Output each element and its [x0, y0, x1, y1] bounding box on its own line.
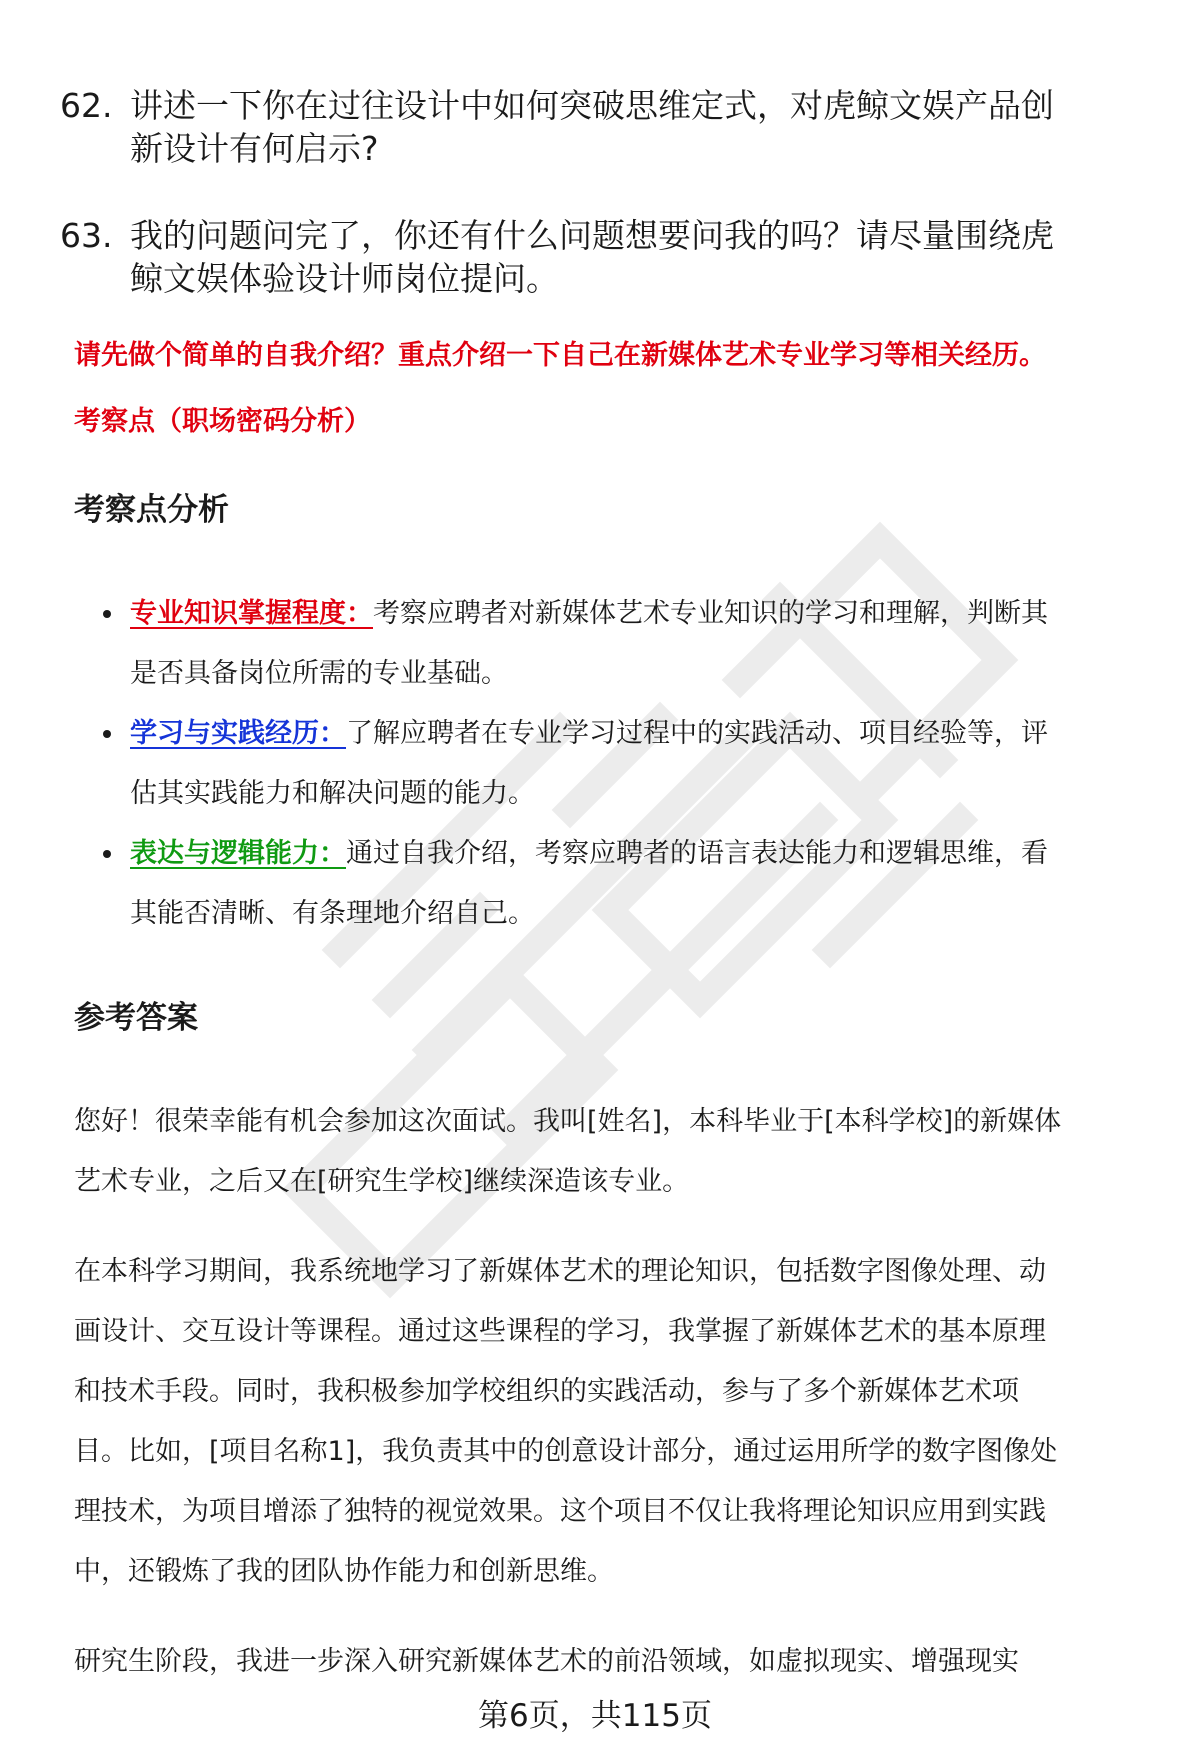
bullet-dot-icon: [103, 850, 111, 858]
analysis-bullet-list: [96, 584, 1156, 944]
analysis-heading: 考察点分析: [74, 492, 229, 528]
bullet-keyword: 专业知识掌握程度：: [130, 598, 373, 629]
answer-paragraph: 研究生阶段，我进一步深入研究新媒体艺术的前沿领域，如虚拟现实、增强现实: [74, 1646, 1019, 1677]
list-item: 表达与逻辑能力：通过自我介绍，考察应聘者的语言表达能力和逻辑思维，看 其能否清晰、有条理地介绍自己。: [96, 824, 1156, 944]
page-number-footer: 第6页，共115页: [478, 1698, 712, 1734]
bullet-dot-icon: [103, 610, 111, 618]
bullet-keyword: 表达与逻辑能力：: [130, 838, 346, 869]
section-question-title: 请先做个简单的自我介绍？重点介绍一下自己在新媒体艺术专业学习等相关经历。: [74, 340, 1046, 371]
answer-heading: 参考答案: [74, 1000, 198, 1036]
bullet-keyword: 学习与实践经历：: [130, 718, 346, 749]
answer-paragraph: 您好！很荣幸能有机会参加这次面试。我叫[姓名]，本科毕业于[本科学校]的新媒体 艺术专业，之后又在[研究生学校]继续深造该专业。: [74, 1106, 1062, 1197]
question-number: 63.: [60, 216, 113, 255]
list-item: 专业知识掌握程度：考察应聘者对新媒体艺术专业知识的学习和理解，判断其 是否具备岗位所需的专业基础。: [96, 584, 1156, 704]
section-subtitle: 考察点（职场密码分析）: [74, 406, 371, 437]
bullet-dot-icon: [103, 730, 111, 738]
list-item: 学习与实践经历：了解应聘者在专业学习过程中的实践活动、项目经验等，评 估其实践能力和解决问题的能力。: [96, 704, 1156, 824]
question-text: 我的问题问完了，你还有什么问题想要问我的吗？请尽量围绕虎 鲸文娱体验设计师岗位提问。: [130, 216, 1054, 298]
answer-paragraph: 在本科学习期间，我系统地学习了新媒体艺术的理论知识，包括数字图像处理、动 画设计、交互设计等课程。通过这些课程的学习，我掌握了新媒体艺术的基本原理 和技术手段。同时，我积极参加学校组织的实践活动，参与了多个新媒体艺术项 目。比如，[项目名称1]，我负责其中的创意设计部分，通过运用所学的数字图像处 理技术，为项目增添了独特的视觉效果。这个项目不仅让我将理论知识应用到实践 中，还锻炼了我的团队协作能力和创新思维。: [74, 1256, 1058, 1587]
question-number: 62.: [60, 86, 113, 125]
question-text: 讲述一下你在过往设计中如何突破思维定式，对虎鲸文娱产品创 新设计有何启示?: [130, 86, 1054, 168]
